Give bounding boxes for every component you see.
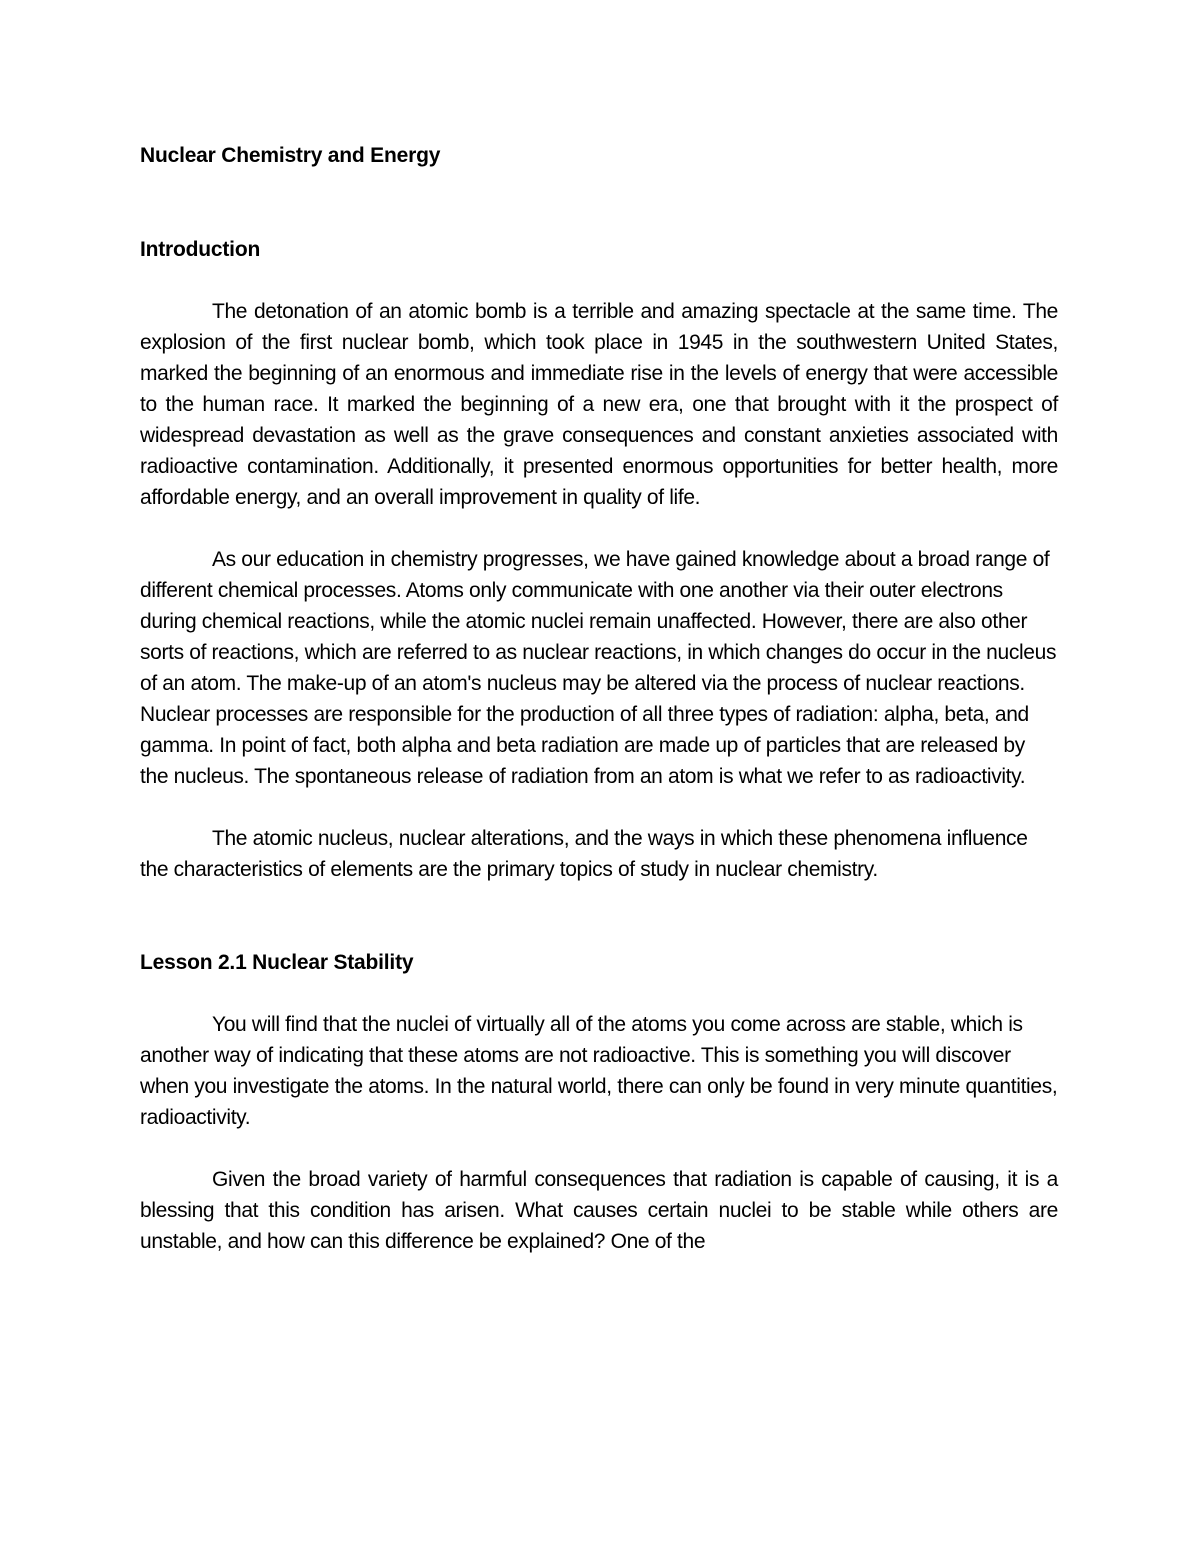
stability-paragraph-1: You will find that the nuclei of virtually all of the atoms you come across are stable, which is another way of indicating that these atoms are not radioactive. This is something you will discover when you investigate the atoms. In the natural world, there can only be found in very minute quantities, radioactivity. [140, 1013, 1058, 1129]
intro-paragraph-1: The detonation of an atomic bomb is a terrible and amazing spectacle at the same time. The explosion of the first nuclear bomb, which took place in 1945 in the southwestern United States, marked the beginning of an enormous and immediate rise in the levels of energy that were accessible to the human race. It marked the beginning of a new era, one that brought with it the prospect of widespread devastation as well as the grave consequences and constant anxieties associated with radioactive contamination. Additionally, it presented enormous opportunities for better health, more affordable energy, and an overall improvement in quality of life. [140, 300, 1058, 509]
section-heading-nuclear-stability: Lesson 2.1 Nuclear Stability [140, 951, 414, 974]
intro-paragraph-2: As our education in chemistry progresses, we have gained knowledge about a broad range of different chemical processes. Atoms only communicate with one another via their outer electrons during chemical reactions, while the atomic nuclei remain unaffected. However, there are also other sorts of reactions, which are referred to as nuclear reactions, in which changes do occur in the nucleus of an atom. The make-up of an atom's nucleus may be altered via the process of nuclear reactions. Nuclear processes are responsible for the production of all three types of radiation: alpha, beta, and gamma. In point of fact, both alpha and beta radiation are made up of particles that are released by the nucleus. The spontaneous release of radiation from an atom is what we refer to as radioactivity. [140, 548, 1057, 788]
section-spacer [140, 916, 1058, 947]
section-heading-introduction: Introduction [140, 238, 261, 261]
document-page [140, 140, 1058, 1288]
intro-paragraph-3: The atomic nucleus, nuclear alterations, and the ways in which these phenomena influence the characteristics of elements are the primary topics of study in nuclear chemistry. [140, 827, 1028, 881]
document-title: Nuclear Chemistry and Energy [140, 144, 441, 167]
stability-paragraph-2: Given the broad variety of harmful consequences that radiation is capable of causing, it is a blessing that this condition has arisen. What causes certain nuclei to be stable while others are unstable, and how can this difference be explained? One of the [140, 1168, 1058, 1253]
